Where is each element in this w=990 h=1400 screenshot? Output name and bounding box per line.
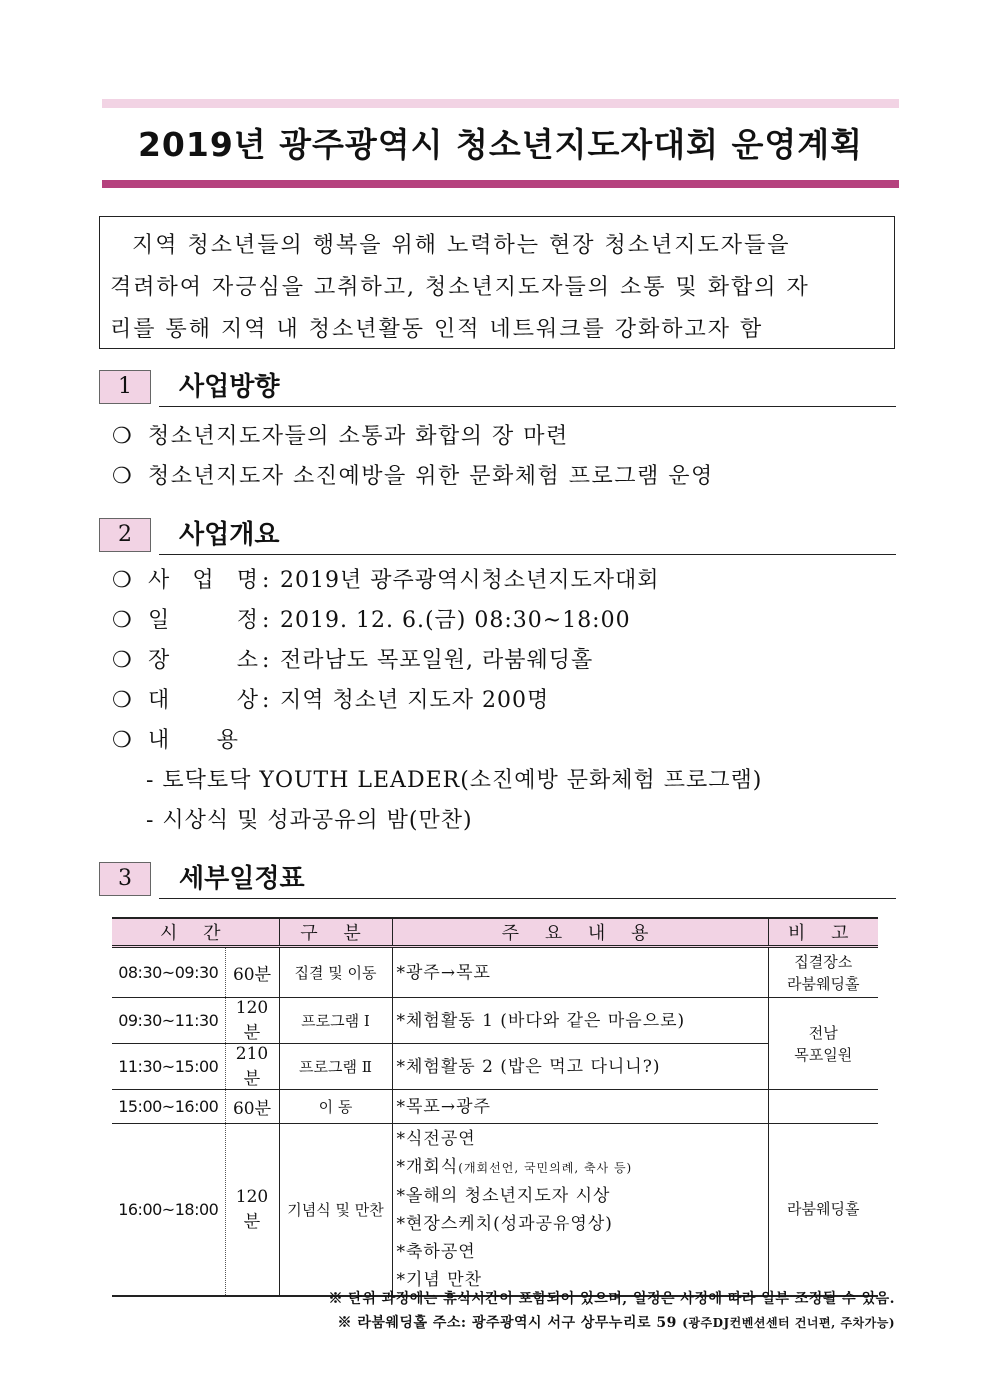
time-cell: 08:30~09:30 [112, 947, 225, 998]
overview-key: 일 정 [148, 608, 258, 633]
section-rule [159, 406, 896, 407]
content-cell: *체험활동 2 (밥은 먹고 다니니?) [392, 1044, 768, 1090]
category-cell: 이 동 [279, 1090, 392, 1124]
section-rule [159, 554, 896, 555]
table-row [112, 1044, 878, 1090]
intro-line: 리를 통해 지역 내 청소년활동 인적 네트워크를 강화하고자 함 [110, 317, 764, 342]
section-title: 세부일정표 [179, 864, 305, 894]
header-time: 시 간 [112, 918, 279, 947]
title-bottom-bar [102, 180, 899, 188]
circle-bullet-icon: ❍ [112, 688, 132, 713]
note-cell: 라붐웨딩홀 [768, 1124, 878, 1296]
direction-item [112, 422, 569, 452]
circle-bullet-icon: ❍ [112, 568, 132, 593]
content-cell: *체험활동 1 (바다와 같은 마음으로) [392, 998, 768, 1044]
time-cell: 09:30~11:30 [112, 998, 225, 1044]
section-title: 사업방향 [179, 372, 280, 402]
intro-line: 지역 청소년들의 행복을 위해 노력하는 현장 청소년지도자들을 [132, 233, 791, 258]
overview-value: 2019년 광주광역시청소년지도자대회 [280, 568, 660, 593]
colon: : [262, 648, 270, 673]
direction-item [112, 462, 714, 492]
table-header-row [112, 918, 878, 947]
section-header-direction [99, 370, 896, 410]
intro-line: 격려하여 자긍심을 고취하고, 청소년지도자들의 소통 및 화합의 자 [110, 275, 810, 300]
note-cell: 집결장소 라붐웨딩홀 [768, 947, 878, 998]
section-number: 1 [99, 370, 151, 404]
circle-bullet-icon: ❍ [112, 608, 132, 633]
note-cell: 전남 목포일원 [768, 998, 878, 1090]
duration-cell: 120분 [225, 998, 279, 1044]
circle-bullet-icon: ❍ [112, 424, 134, 449]
header-note: 비 고 [768, 918, 878, 947]
time-cell: 16:00~18:00 [112, 1124, 225, 1296]
category-cell: 프로그램 Ⅰ [279, 998, 392, 1044]
page-title: 2019년 광주광역시 청소년지도자대회 운영계획 [137, 125, 864, 164]
overview-value: 2019. 12. 6.(금) 08:30~18:00 [280, 608, 631, 633]
colon: : [262, 688, 270, 713]
footnote: ※ 라붐웨딩홀 주소: 광주광역시 서구 상무누리로 59 (광주DJ컨벤션센터 건너편, 주차가능) [337, 1315, 895, 1331]
schedule-table [112, 917, 878, 1297]
category-cell: 기념식 및 만찬 [279, 1124, 392, 1296]
content-item: - 토닥토닥 YOUTH LEADER(소진예방 문화체험 프로그램) [146, 768, 763, 793]
overview-key: 장 소 [148, 648, 258, 673]
note-cell [768, 1090, 878, 1124]
content-cell: *광주→목포 [392, 947, 768, 998]
section-header-schedule [99, 862, 896, 902]
circle-bullet-icon: ❍ [112, 464, 134, 489]
duration-cell: 60분 [225, 947, 279, 998]
category-cell: 프로그램 Ⅱ [279, 1044, 392, 1090]
table-row [112, 998, 878, 1044]
footnote: ※ 단위 과정에는 휴식시간이 포함되어 있으며, 일정은 사정에 따라 일부 조정될 수 있음. [328, 1291, 895, 1307]
colon: : [262, 608, 270, 633]
duration-cell: 60분 [225, 1090, 279, 1124]
category-cell: 집결 및 이동 [279, 947, 392, 998]
section-rule [159, 898, 896, 899]
colon: : [262, 568, 270, 593]
table-row [112, 1124, 878, 1296]
section-title: 사업개요 [179, 520, 280, 550]
overview-value: 지역 청소년 지도자 200명 [280, 688, 550, 713]
table-row [112, 947, 878, 998]
direction-text: 청소년지도자들의 소통과 화합의 장 마련 [148, 424, 569, 449]
circle-bullet-icon: ❍ [112, 648, 132, 673]
title-top-bar [102, 99, 899, 108]
section-number: 3 [99, 862, 151, 896]
intro-box [99, 216, 895, 349]
circle-bullet-icon: ❍ [112, 728, 132, 753]
overview-value: 전라남도 목포일원, 라붐웨딩홀 [280, 648, 594, 673]
time-cell: 15:00~16:00 [112, 1090, 225, 1124]
content-cell: *식전공연 *개회식(개회선언, 국민의례, 축사 등) *올해의 청소년지도자 시상 *현장스케치(성과공유영상) *축하공연 *기념 만찬 [392, 1124, 768, 1296]
header-content: 주 요 내 용 [392, 918, 768, 947]
section-header-overview [99, 518, 896, 558]
overview-key: 내 용 [148, 728, 238, 753]
content-item: - 시상식 및 성과공유의 밤(만찬) [146, 808, 473, 833]
content-cell: *목포→광주 [392, 1090, 768, 1124]
direction-text: 청소년지도자 소진예방을 위한 문화체험 프로그램 운영 [148, 464, 714, 489]
header-category: 구 분 [279, 918, 392, 947]
overview-key: 사 업 명 [148, 568, 258, 593]
overview-key: 대 상 [148, 688, 258, 713]
section-number: 2 [99, 518, 151, 552]
table-row [112, 1090, 878, 1124]
duration-cell: 210분 [225, 1044, 279, 1090]
time-cell: 11:30~15:00 [112, 1044, 225, 1090]
duration-cell: 120분 [225, 1124, 279, 1296]
